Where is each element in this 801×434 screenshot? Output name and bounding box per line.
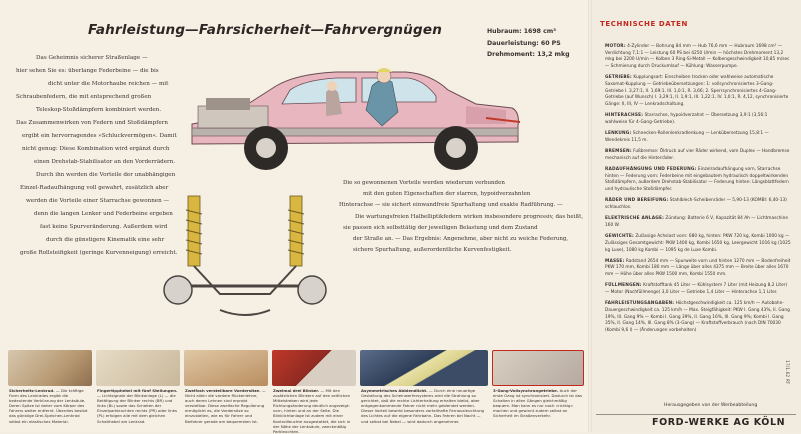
tech-label: GEWICHTE: bbox=[605, 234, 634, 240]
mid-line: Die so gewonnenen Vorteile werden wiederum verbunden bbox=[343, 180, 505, 186]
tech-section bbox=[605, 167, 791, 194]
tech-label: MASSE: bbox=[605, 258, 625, 264]
tech-label: ELEKTRISCHE ANLAGE: bbox=[605, 216, 665, 222]
tech-label: FAHRLEISTUNGSANGABEN: bbox=[605, 301, 675, 307]
intro-text bbox=[14, 52, 184, 260]
mid-line: sichere Spurhaltung, außerordentliche Kurvenfestigkeit. bbox=[353, 247, 512, 254]
tech-section bbox=[605, 75, 791, 109]
tech-label: FÜLLMENGEN: bbox=[605, 283, 642, 289]
panel-title: Zweimal drei Blinker. bbox=[273, 388, 320, 393]
panel-title: Zweifach verstellbare Vordersitze. bbox=[185, 388, 261, 393]
spec-torque: Drehmoment: 13,2 mkg bbox=[487, 51, 570, 58]
mid-line: Die wartungsfreien Halbelliptikfedern wirken insbesondere progressiv, das heißt, bbox=[355, 213, 584, 220]
tech-label: HINTERACHSE: bbox=[605, 113, 644, 119]
intro-line: Einzel-Radaufhängung voll gewahrt, zusätzlich aber bbox=[20, 185, 169, 191]
tech-text: Zulässige Achslast vorn: 680 kg, hinten: PKW 720 kg, Kombi 1000 kg — Zulässiges Gesamtgewicht: PKW 1400 kg, Kombi 1650 kg, Leergewicht 1016 kg (1025 kg Luxe), 1080 kg Kombi — 1095 kg de Luxe Kombi. bbox=[605, 234, 791, 253]
page-fold bbox=[588, 0, 592, 432]
feature-panel bbox=[272, 350, 356, 434]
intro-line: durch die günstigere Kinematik eine sehr bbox=[46, 237, 165, 243]
tech-section bbox=[605, 234, 791, 254]
tech-section bbox=[605, 283, 791, 296]
tech-text: Kupplungsart: Einscheiben trocken oder wahlweise automatische Saxomat-Kupplung — Getriebeübersetzungen: 1: vollsynchronisiertes 3-Gang-Getriebe I. 3,27:1, II. 1,69:1, III. 1,0:1, R. 3,66; 2. Sperrsynchronisiertes 4-Gang-Getriebe (auf Wunsch) I. 3,29:1, II. 1,9:1, III. 1,22:1, IV. 1,0:1, R. 4,12, synchronisierte Gänge: II, III, IV — Lenkradschaltung. bbox=[605, 75, 789, 108]
tech-data bbox=[605, 44, 791, 339]
panel-text: — Mit den zusätzlichen Blinkern auf den seitlichen Mittelstreben wird jede Richtungsänderung deutlich angezeigt: vorn, hinten und an der Seite. Die Blinklichtanlage ist zudem mit einer Kontrollleuchte ausgestattet, die sich in der Nähe der Lenksäule, zweckmäßig Parkleuchten. bbox=[273, 388, 351, 434]
panel-title: 3-Gang-Vollsynchrongetriebe. bbox=[493, 388, 559, 393]
tech-text: Fußbremse: Öldruck auf vier Räder wirkend, vom Duplex — Handbremse mechanisch auf die Hinterräder. bbox=[605, 149, 790, 161]
intro-line: Das Geheimnis sicherer Straßenlage — bbox=[36, 55, 148, 61]
panel-caption bbox=[97, 388, 179, 424]
tech-section bbox=[605, 301, 791, 335]
panel-text: — Durch eine neuartige Gestaltung des Scheinwerfersystems wird die Strahlung so gerichtet, daß die rechte Lichterhaltung erhalten bleibt, aber entgegenkommende Fahrer nicht mehr geblendet werden. Dieser Vorteil bewirkt besonders vorteilhafte Fernausleuchtung des Lichtes auf die eigene Fahrbahn. Das Fahren bei Nacht — und selbst bei Nebel — wird dadurch angenehmer. bbox=[361, 388, 485, 424]
headlight-beam-image bbox=[360, 350, 488, 386]
spec-power: Dauerleistung: 60 PS bbox=[487, 39, 561, 47]
tech-label: GETRIEBE: bbox=[605, 75, 632, 81]
panel-caption bbox=[185, 388, 267, 424]
tech-data-title: TECHNISCHE DATEN bbox=[600, 20, 688, 28]
publisher-note: Herausgegeben von der Werbeabteilung bbox=[664, 403, 758, 408]
panel-caption bbox=[493, 388, 583, 419]
page-headline: Fahrleistung—Fahrsicherheit—Fahrvergnügen bbox=[88, 22, 443, 38]
feature-panel bbox=[8, 350, 92, 428]
panel-text: — Lichtsignale der Blinkanlage (L) — die Betätigung der Blinker rechts (BR) und links (BL) sowie das Schalten der Einzelparkleuchten rechts (PR) oder links (PL) erfolgen alle mit dem gleichen Schalthebel am Lenkrad. bbox=[97, 393, 178, 424]
tech-label: LENKUNG: bbox=[605, 131, 632, 137]
tech-section bbox=[605, 198, 791, 211]
tech-text: Einzelradaufhängung vorn, Starrachse hinten — Federung vorn: Federbeine mit eingebautem hydraulisch doppeltwirkenden Stoßdämpfern, außerdem Drehstab-Stabilisator — Federung hinten: Längsblattfedern und hydraulische Stoßdämpfer. bbox=[605, 167, 789, 193]
tech-text: Radstand 2654 mm — Spurweite vorn und hinten 1270 mm — Bodenfreiheit PKW 170 mm, Kombi 180 mm — Länge über alles 4375 mm — Breite über alles 1670 mm — Höhe über alles PKW 1500 mm, Kombi 1550 mm. bbox=[605, 258, 791, 278]
feature-panel bbox=[492, 350, 584, 428]
tech-section bbox=[605, 216, 791, 229]
tech-label: BREMSEN: bbox=[605, 149, 632, 155]
panel-text: Auch der erste Gang ist synchronisiert. Dadurch ist das Schalten in allen Gängen gleichmäßig bequem. Man kann es nur noch »richtig« machen und gewinnt zudem selbst an Sicherheit im Straßenverkehr. bbox=[493, 388, 582, 419]
intro-line: hier sehen Sie es: überlange Federbeine — die bis bbox=[16, 68, 159, 74]
adjustable-seat-image bbox=[184, 350, 268, 386]
intro-line: große Rollsteifigkeit (geringe Kurvenneigung) erreicht. bbox=[20, 250, 178, 256]
panel-caption bbox=[361, 388, 487, 424]
intro-line: einen Drehstab-Stabilisator an den Vorderrädern. bbox=[34, 159, 176, 165]
tech-section bbox=[605, 149, 791, 162]
tech-text: Zündung: Batterie 6 V, Kapazität 84 Ah — Lichtmaschine 160 W. bbox=[605, 216, 788, 228]
intro-line: Schraubenfedern, die mit entsprechend großen bbox=[16, 94, 152, 100]
front-suspension-illustration bbox=[160, 190, 330, 340]
intro-line: denn die langen Lenker und Federbeine ergeben bbox=[34, 211, 173, 217]
blinker-image bbox=[272, 350, 356, 386]
panel-title: Asymmetrisches Abblendlicht. bbox=[361, 388, 428, 393]
tech-section bbox=[605, 131, 791, 144]
intro-line: dicht unter die Motorhaube reichen — mit bbox=[48, 81, 169, 87]
panel-caption bbox=[273, 388, 355, 434]
mid-line: der Straße an. — Das Ergebnis: Angenehme, aber nicht zu weiche Federung, bbox=[353, 236, 569, 243]
tech-section bbox=[605, 113, 791, 126]
tech-text: Schnecken-Rollenlenkradlenkung — Lenkübersetzung 15,8:1 — Wendekreis 11,5 m. bbox=[605, 131, 769, 143]
tech-text: Kraftstofftank 45 Liter — Kühlsystem 7 Liter (mit Heizung 8,2 Liter) — Motor (Nachfüllmenge) 3,0 Liter — Getriebe 1,4 Liter — Hinterachse 1,1 Liter. bbox=[605, 283, 788, 296]
gearbox-image bbox=[492, 350, 584, 386]
intro-line: nicht genug: Diese Kombination wird ergänzt durch bbox=[22, 146, 170, 152]
feature-panels bbox=[8, 350, 584, 434]
intro-line: fast keine Spurveränderung. Außerdem wird bbox=[40, 224, 168, 230]
feature-panel bbox=[96, 350, 180, 428]
tech-text: Stahlblech-Scheibenräder — 5,90-13 (KOMBI: 6,40-13) schlauchlos. bbox=[605, 198, 787, 211]
cutaway-car-illustration bbox=[186, 46, 524, 186]
tech-label: RADAUFHÄNGUNG UND FEDERUNG: bbox=[605, 167, 697, 173]
feature-panel bbox=[184, 350, 268, 428]
spec-displacement: Hubraum: 1698 cm³ bbox=[487, 28, 556, 35]
intro-line: Teleskop-Stoßdämpfern kombiniert werden. bbox=[36, 107, 162, 113]
turn-signal-lever-image bbox=[96, 350, 180, 386]
suspension-text bbox=[335, 178, 584, 256]
tech-text: Höchstgeschwindigkeit ca. 125 km/h — Autobahn-Dauergeschwindigkeit ca. 125 km/h — Max. Steigfähigkeit: PKW I. Gang 43%, II. Gang 19%, III. Gang 9% — Kombi I. Gang 39%, II. Gang 16%, III. Gang 9%; Kombi I. Gang 35%, II. Gang 14%, III. Gang 8% (3-Gang) — Kraftstoffverbrauch (nach DIN 70030 (Kombi 9,6 l) — (Änderungen vorbehalten) bbox=[605, 301, 790, 334]
footer-divider bbox=[596, 414, 796, 415]
panel-title: Fingertipphebel mit fünf Stellungen. bbox=[97, 388, 178, 393]
panel-text: — Nicht allein die vordere Rückenlehne, auch deren Lehnen sind erprobt verstellbar. Diese zweifache Regulierung ermöglicht es, die Vordersitze so einzustellen, wie es für Fahrer und Beifahrer gerade am bequemsten ist. bbox=[185, 388, 266, 424]
document-code: 17/1.62 RT bbox=[784, 360, 789, 385]
panel-text: — Die kräftige Form des Lenkrades ergibt die bedeutende Verkürzung der Lenksäule. Deren Spitze ist daher vom Körper des Fahrers weiter entfernt. Überdies besitzt das günstige Drei-Speichen-Lenkrad selbst ein elastisches Material. bbox=[9, 388, 88, 424]
intro-line: Das Zusammenwirken von Federn und Stoßdämpfern bbox=[16, 120, 168, 126]
tech-section bbox=[605, 44, 791, 71]
company-name: FORD-WERKE AG KÖLN bbox=[652, 417, 786, 428]
steering-wheel-image bbox=[8, 350, 92, 386]
mid-line: sie passen sich selbsttätig der jeweiligen Belastung und dem Zustand bbox=[343, 224, 538, 231]
panel-title: Sicherheits-Lenkrad. bbox=[9, 388, 55, 393]
intro-line: werden die Vorteile einer Starrachse gewonnen — bbox=[26, 198, 170, 204]
feature-panel bbox=[360, 350, 488, 428]
tech-text: Starrachse, hypoidverzahnt — Übersetzung 3,9:1 (3,56:1 wahlweise für 4-Gang-Getriebe). bbox=[605, 113, 768, 126]
tech-section bbox=[605, 259, 791, 279]
intro-line: ergibt ein hervorragendes »Schluckvermögen«. Damit bbox=[22, 133, 177, 139]
intro-line: Durch ihn werden die Vorteile der unabhängigen bbox=[36, 172, 176, 178]
tech-text: 4-Zylinder — Bohrung 84 mm — Hub 76,6 mm — Hubraum 1698 cm³ — Verdichtung 7,1:1 — Leistung 60 PS bei 4250 U/min — höchstes Drehmoment 13,2 mkg bei 2200 U/min — Kolben 3 Ring-Si-Metall — Kolbengeschwindigkeit 10,85 m/sec — Schmierung durch Druckumlauf — Kühlung: Wasserpumpe. bbox=[605, 44, 790, 70]
tech-label: RÄDER UND BEREIFUNG: bbox=[605, 198, 669, 204]
mid-line: mit den guten Eigenschaften der starren, hypoidverzahnten bbox=[363, 191, 531, 198]
panel-caption bbox=[9, 388, 91, 424]
mid-line: Hinterachse — sie sichert einwandfreie Spurhaltung und exakte Radführung. — bbox=[339, 202, 563, 209]
tech-label: MOTOR: bbox=[605, 44, 626, 49]
